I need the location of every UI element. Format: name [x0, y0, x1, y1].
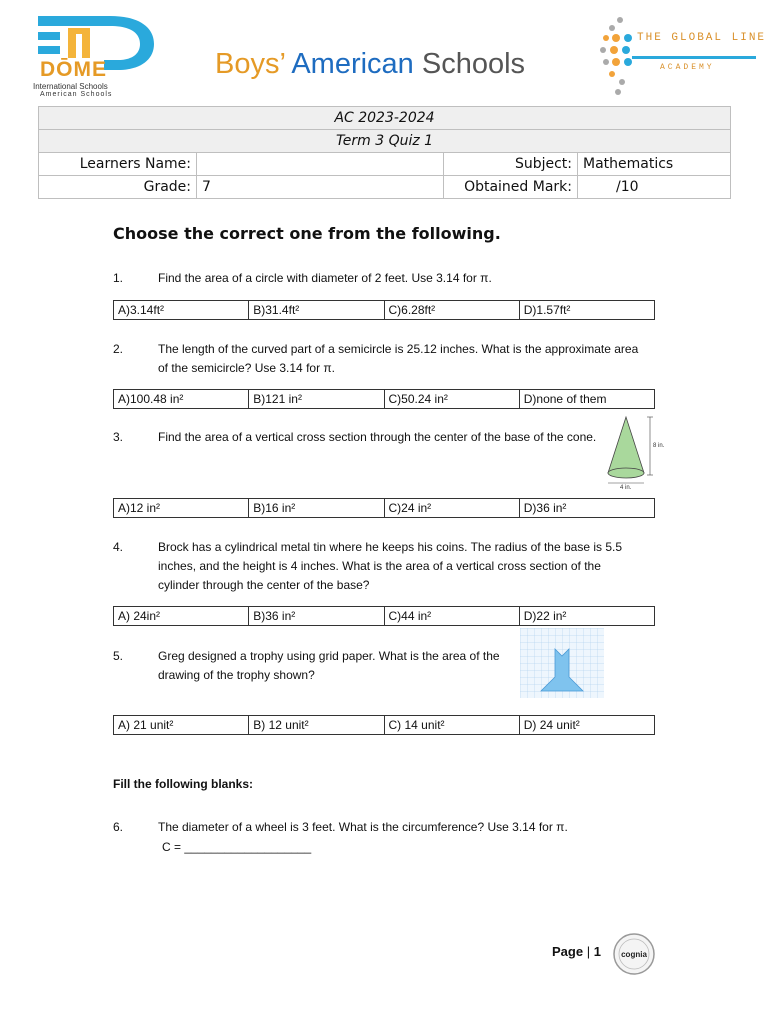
option-a[interactable]: A) 24in²	[114, 607, 249, 625]
cognia-badge-icon	[612, 932, 656, 976]
option-b[interactable]: B) 12 unit²	[249, 716, 384, 734]
option-c[interactable]: C) 14 unit²	[385, 716, 520, 734]
question-5	[113, 647, 513, 687]
option-d[interactable]: D)1.57ft²	[523, 303, 571, 317]
trophy-grid-figure	[520, 628, 604, 698]
question-text: Find the area of a vertical cross section through the center of the base of the cone.	[158, 430, 597, 444]
subject-value: Mathematics	[578, 153, 731, 176]
question-text: Find the area of a circle with diameter of 2 feet. Use 3.14 for π.	[158, 271, 492, 285]
question-4-options	[113, 606, 655, 626]
school-title-american: American	[291, 48, 414, 80]
academic-year: AC 2023-2024	[39, 107, 731, 130]
question-number: 3.	[113, 430, 124, 444]
option-c[interactable]: C)50.24 in²	[385, 390, 520, 408]
school-title-boys: Boys’	[215, 48, 285, 80]
question-number: 1.	[113, 271, 124, 285]
school-title	[215, 48, 525, 81]
obtained-mark-label: Obtained Mark:	[444, 176, 578, 199]
page-header	[0, 0, 768, 105]
grade-label: Grade:	[39, 176, 197, 199]
dome-wordmark: DŌME	[40, 58, 107, 81]
question-4	[113, 538, 673, 598]
option-d[interactable]: D)22 in²	[523, 609, 567, 623]
option-b[interactable]: B)121 in²	[249, 390, 384, 408]
learner-name-field[interactable]	[197, 153, 444, 176]
question-3-options	[113, 498, 655, 518]
quiz-info-table	[38, 106, 731, 199]
cone-height-label: 8 in.	[653, 443, 665, 449]
option-b[interactable]: B)16 in²	[249, 499, 384, 517]
subject-label: Subject:	[444, 153, 578, 176]
option-a[interactable]: A)100.48 in²	[114, 390, 249, 408]
question-5-options	[113, 715, 655, 735]
answer-blank[interactable]: C = ___________________	[162, 840, 312, 854]
option-a[interactable]: A)12 in²	[114, 499, 249, 517]
option-c[interactable]: C)24 in²	[385, 499, 520, 517]
learner-name-label: Learners Name:	[39, 153, 197, 176]
question-number: 2.	[113, 342, 124, 356]
global-line-title: THE GLOBAL LINE	[637, 32, 767, 44]
cone-figure	[600, 413, 672, 493]
page-separator: |	[586, 944, 591, 959]
question-text: The diameter of a wheel is 3 feet. What is the circumference? Use 3.14 for π.	[158, 820, 568, 834]
option-b[interactable]: B)36 in²	[249, 607, 384, 625]
quiz-title: Term 3 Quiz 1	[39, 130, 731, 153]
option-c[interactable]: C)6.28ft²	[385, 301, 520, 319]
section-fill-blanks-title: Fill the following blanks:	[113, 777, 253, 791]
question-1-options	[113, 300, 655, 320]
obtained-mark-value: /10	[578, 176, 731, 199]
school-title-schools: Schools	[421, 48, 526, 80]
page-num: 1	[593, 944, 601, 959]
question-2	[113, 340, 673, 380]
question-number: 4.	[113, 540, 124, 554]
global-line-logo-icon	[598, 16, 758, 96]
question-number: 6.	[113, 820, 124, 834]
global-line-academy: ACADEMY	[660, 63, 715, 72]
question-text: Brock has a cylindrical metal tin where he keeps his coins. The radius of the base is 5.5 inches, and the height is 4 inches. What is the area of a vertical cross section of the cylinder through the center of the base?	[158, 540, 623, 592]
page-number	[552, 944, 601, 959]
question-3	[113, 428, 603, 468]
option-d[interactable]: D) 24 unit²	[523, 718, 580, 732]
question-1	[113, 269, 673, 289]
option-d[interactable]: D)36 in²	[523, 501, 567, 515]
option-c[interactable]: C)44 in²	[385, 607, 520, 625]
question-2-options	[113, 389, 655, 409]
question-6	[113, 818, 673, 858]
option-a[interactable]: A) 21 unit²	[114, 716, 249, 734]
dome-subtitle: International Schools	[33, 82, 108, 91]
option-d[interactable]: D)none of them	[523, 392, 607, 406]
section-multiple-choice-title: Choose the correct one from the following.	[113, 224, 501, 243]
grade-value: 7	[197, 176, 444, 199]
question-text: Greg designed a trophy using grid paper. What is the area of the drawing of the trophy shown?	[158, 649, 500, 682]
cone-base-label: 4 in.	[620, 485, 632, 491]
dome-subtitle-2: American Schools	[40, 91, 113, 98]
page-label: Page	[552, 944, 584, 959]
option-b[interactable]: B)31.4ft²	[249, 301, 384, 319]
question-number: 5.	[113, 649, 124, 663]
question-text: The length of the curved part of a semicircle is 25.12 inches. What is the approximate area of the semicircle? Use 3.14 for π.	[158, 342, 639, 375]
cognia-badge-text: cognia	[621, 950, 647, 959]
option-a[interactable]: A)3.14ft²	[114, 301, 249, 319]
